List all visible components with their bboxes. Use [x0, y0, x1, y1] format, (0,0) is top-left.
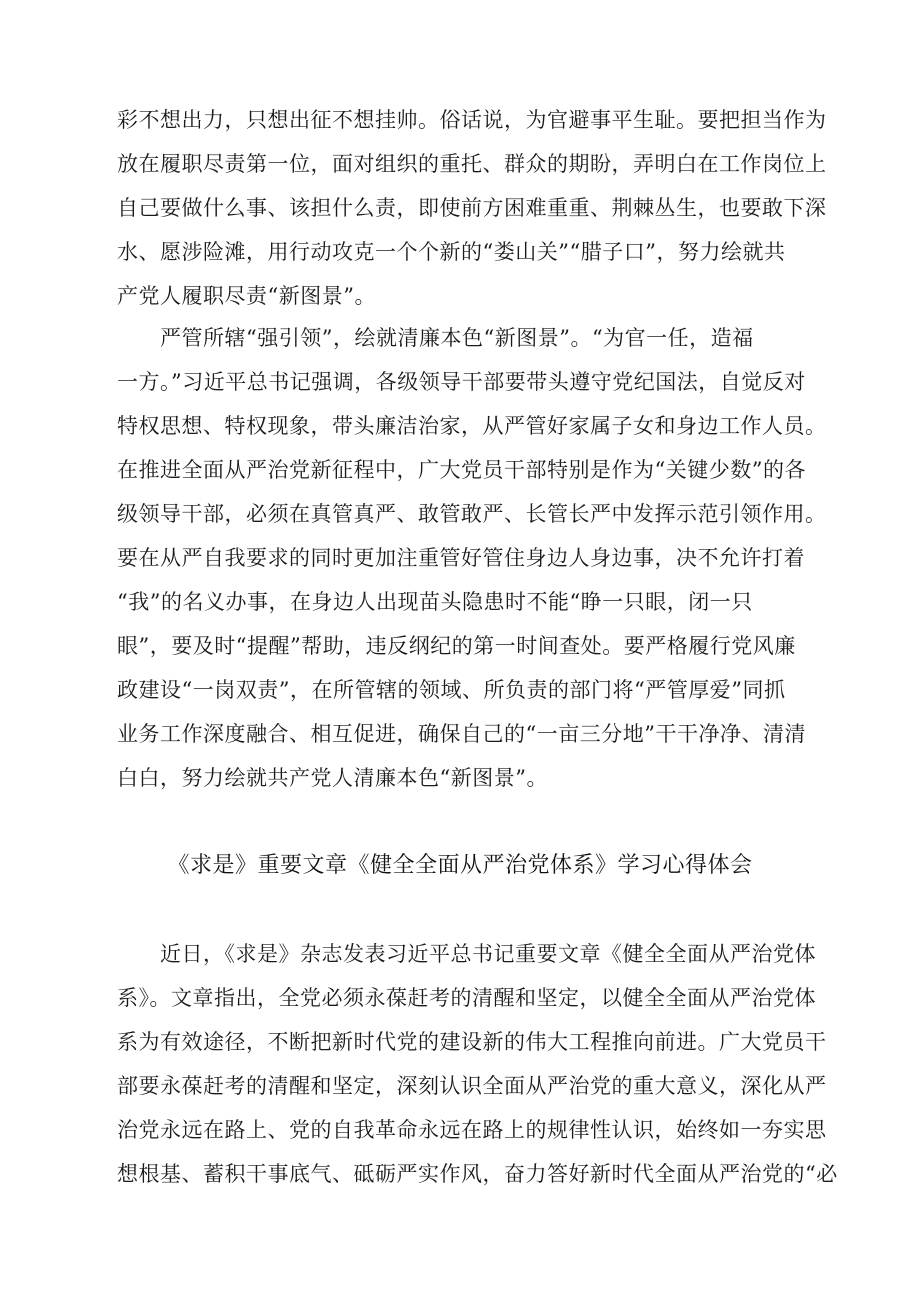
paragraph-1-line: 水、愿涉险滩，用行动攻克一个个新的“娄山关”“腊子口”，努力绘就共 [117, 240, 786, 264]
article-heading: 《求是》重要文章《健全全面从严治党体系》学习心得体会 [167, 853, 753, 878]
paragraph-3-line: 治党永远在路上、党的自我革命永远在路上的规律性认识，始终如一夯实思 [117, 1118, 827, 1142]
paragraph-2-line: 白白，努力绘就共产党人清廉本色“新图景”。 [117, 766, 548, 790]
paragraph-2-line: 政建设“一岗双责”，在所管辖的领域、所负责的部门将“严管厚爱”同抓 [117, 678, 786, 702]
paragraph-2-line: 业务工作深度融合、相互促进，确保自己的“一亩三分地”干干净净、清清 [117, 722, 806, 746]
paragraph-2-line: 特权思想、特权现象，带头廉洁治家，从严管好家属子女和身边工作人员。 [117, 414, 827, 438]
paragraph-1-line: 彩不想出力，只想出征不想挂帅。俗话说，为官避事平生耻。要把担当作为 [117, 108, 827, 132]
paragraph-3-line: 想根基、蓄积干事底气、砥砺严实作风，奋力答好新时代全面从严治党的“必 [117, 1162, 838, 1186]
paragraph-2-line: 级领导干部，必须在真管真严、敢管敢严、长管长严中发挥示范引领作用。 [117, 502, 827, 526]
paragraph-2-line: 在推进全面从严治党新征程中，广大党员干部特别是作为“关键少数”的各 [117, 458, 806, 482]
paragraph-2-line: 严管所辖“强引领”，绘就清廉本色“新图景”。“为官一任，造福 [160, 326, 754, 350]
paragraph-1-line: 自己要做什么事、该担什么责，即使前方困难重重、荆棘丛生，也要敢下深 [117, 196, 827, 220]
paragraph-1-line: 产党人履职尽责“新图景”。 [117, 284, 376, 308]
paragraph-3-line: 近日，《求是》杂志发表习近平总书记重要文章《健全全面从严治党体 [160, 942, 816, 966]
paragraph-2-line: 眼”，要及时“提醒”帮助，违反纲纪的第一时间查处。要严格履行党风廉 [117, 634, 796, 658]
paragraph-3-line: 系》。文章指出，全党必须永葆赶考的清醒和坚定，以健全全面从严治党体 [117, 986, 816, 1010]
paragraph-2-line: “我”的名义办事，在身边人出现苗头隐患时不能“睁一只眼，闭一只 [117, 590, 753, 614]
paragraph-2-line: 一方。”习近平总书记强调，各级领导干部要带头遵守党纪国法，自觉反对 [117, 370, 806, 394]
paragraph-2-line: 要在从严自我要求的同时更加注重管好管住身边人身边事，决不允许打着 [117, 546, 805, 570]
paragraph-3-line: 部要永葆赶考的清醒和坚定，深刻认识全面从严治党的重大意义，深化从严 [117, 1074, 827, 1098]
paragraph-3-line: 系为有效途径，不断把新时代党的建设新的伟大工程推向前进。广大党员干 [117, 1030, 827, 1054]
paragraph-1-line: 放在履职尽责第一位，面对组织的重托、群众的期盼，弄明白在工作岗位上 [117, 152, 827, 176]
